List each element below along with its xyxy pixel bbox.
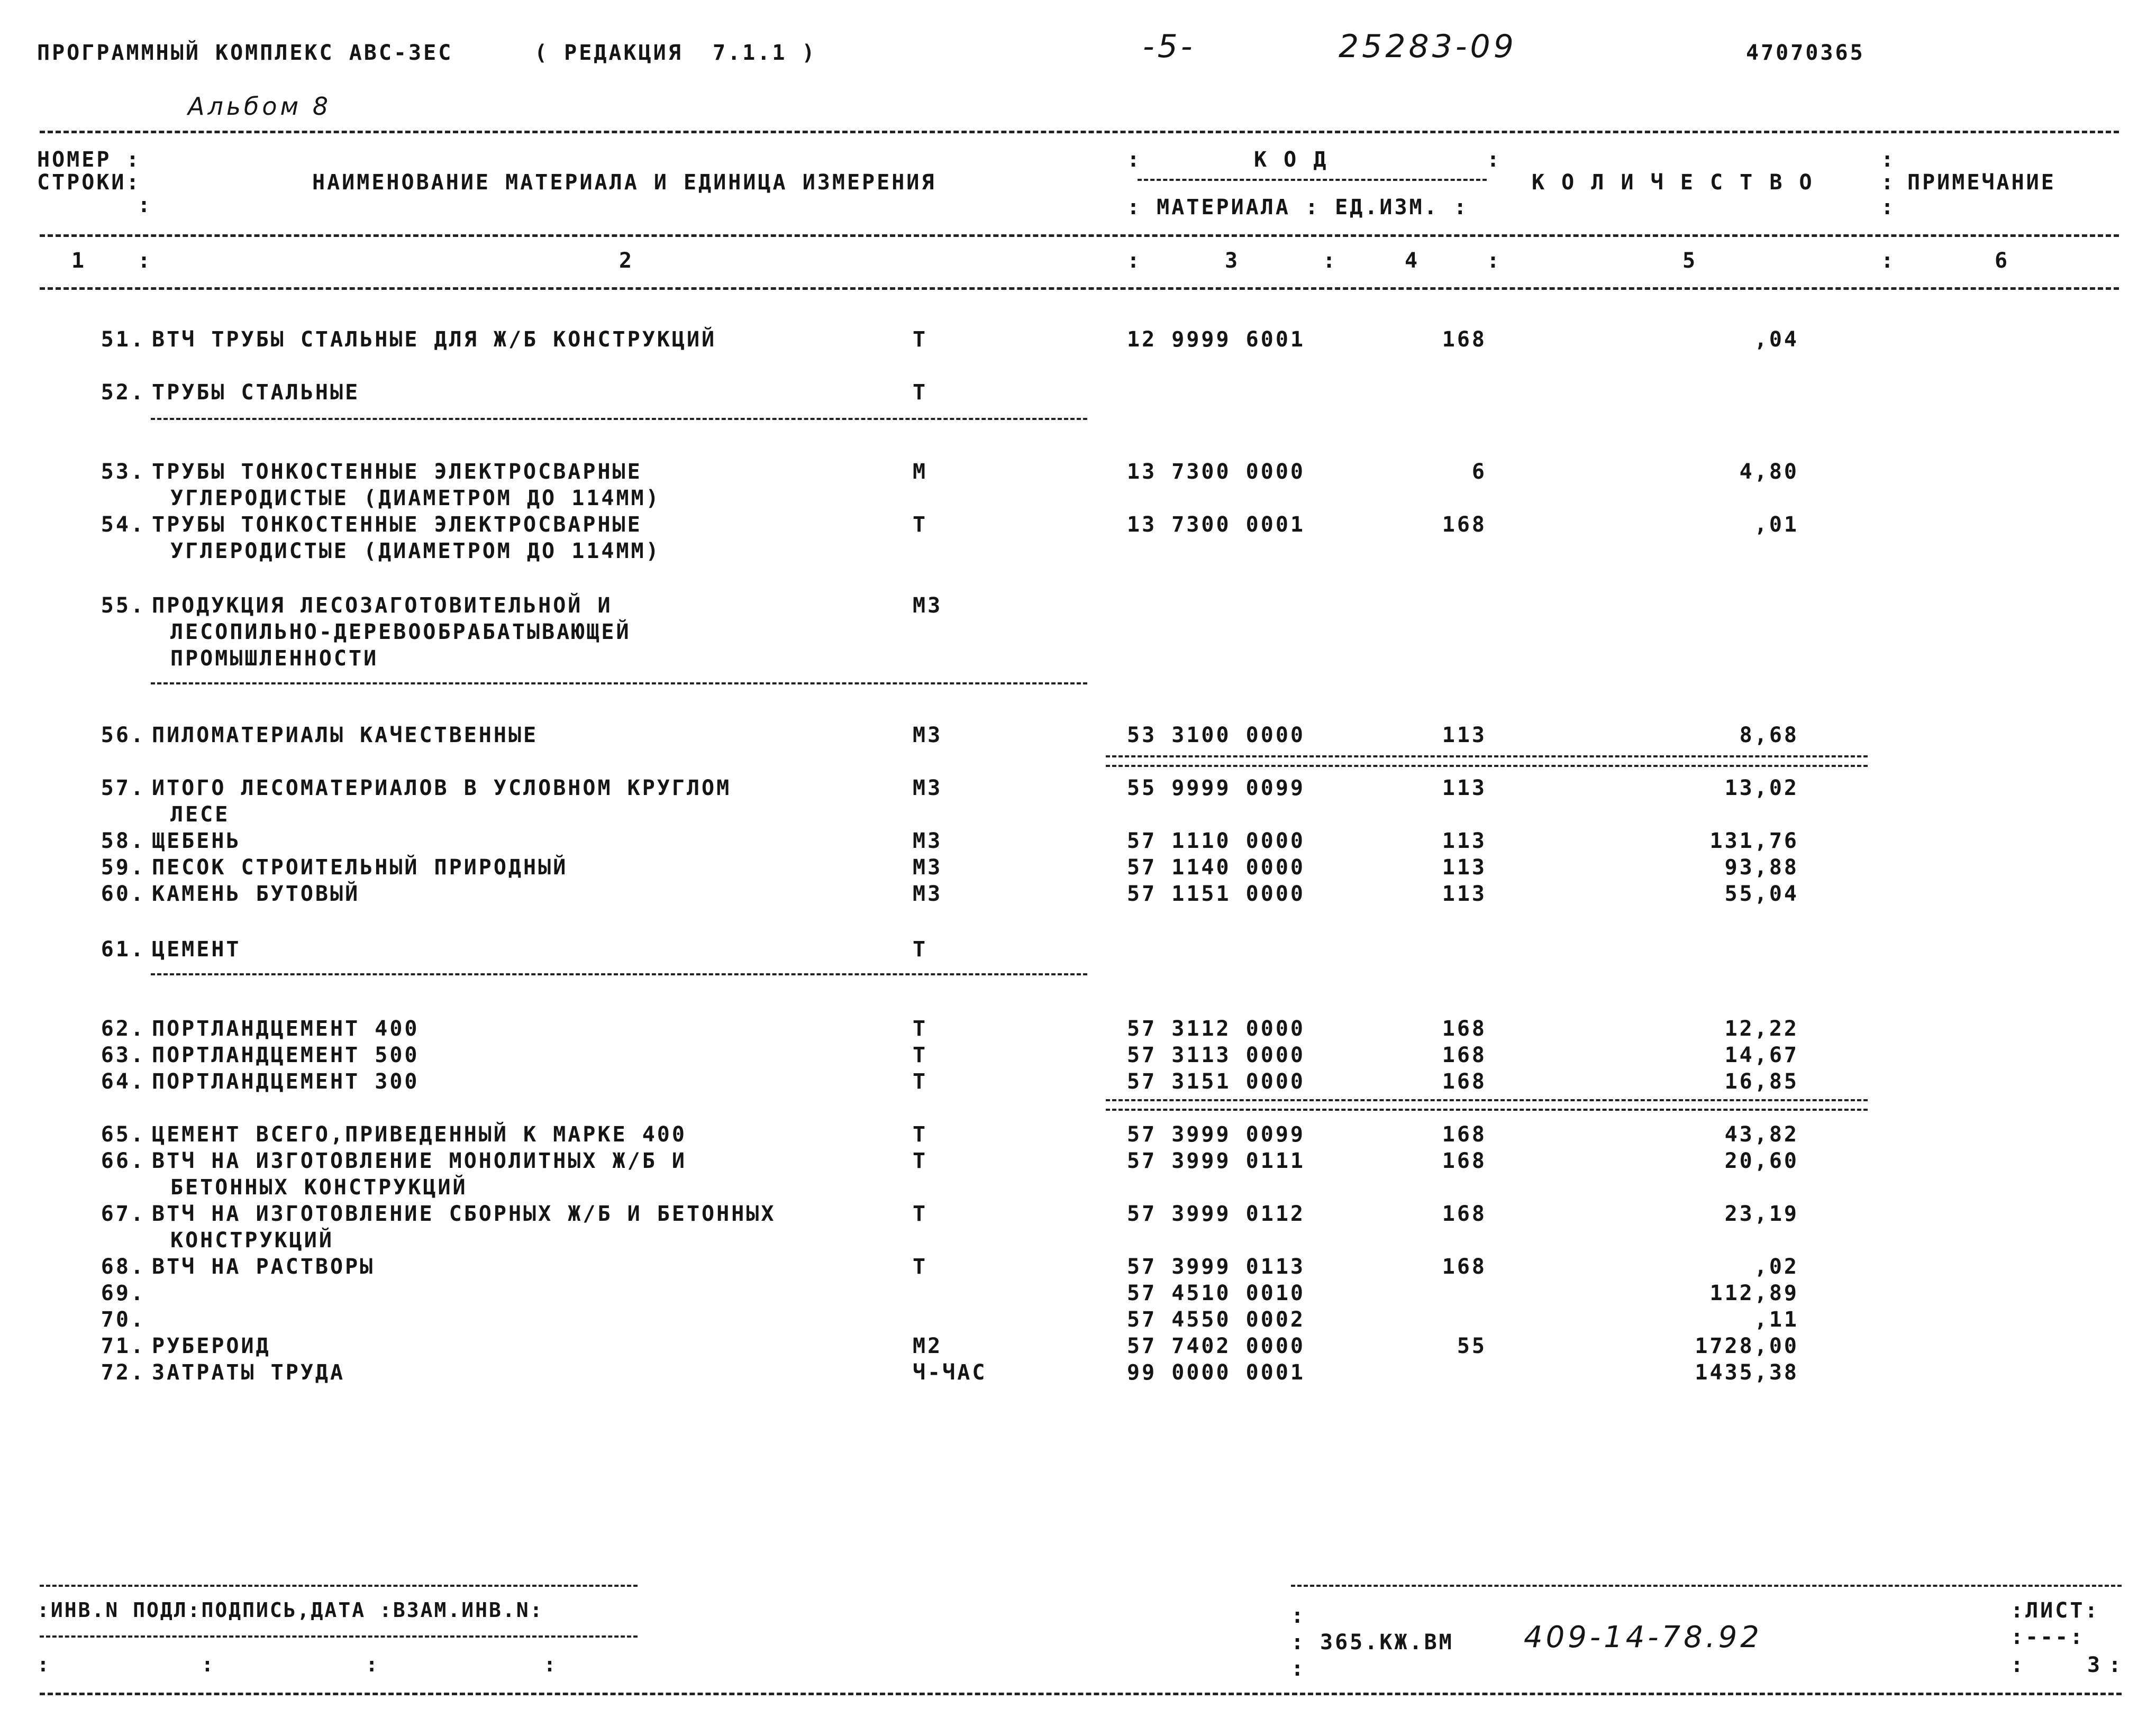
row-number: 65. [101, 1122, 145, 1147]
row-unit: Т [913, 513, 928, 537]
row-name-line: ПОРТЛАНДЦЕМЕНТ 300 [152, 1070, 420, 1094]
row-unit: М3 [913, 855, 943, 880]
row-name-line: ЗАТРАТЫ ТРУДА [152, 1360, 345, 1385]
row-unit: Т [913, 1017, 928, 1041]
row-name-line: ИТОГО ЛЕСОМАТЕРИАЛОВ В УСЛОВНОМ КРУГЛОМ [152, 776, 732, 800]
footer-right-top-rule [1291, 1585, 2122, 1587]
program-title: ПРОГРАММНЫЙ КОМПЛЕКС АВС-3ЕС [37, 41, 453, 65]
row-unit: М3 [913, 723, 943, 747]
col-header-colon: : [138, 193, 153, 217]
row-quantity: ,01 [1754, 513, 1799, 537]
row-unit-code: 168 [1442, 1255, 1487, 1279]
row-number: 67. [101, 1202, 145, 1226]
header-bottom-rule [40, 287, 2119, 290]
archive-number: 47070365 [1746, 41, 1865, 65]
row-quantity: 13,02 [1724, 776, 1799, 800]
row-name-line: ПРОМЫШЛЕННОСТИ [170, 646, 379, 671]
row-quantity: 93,88 [1724, 855, 1799, 880]
row-number: 66. [101, 1149, 145, 1173]
footer-sheet-label: :ЛИСТ: [2011, 1598, 2100, 1623]
row-name-line: УГЛЕРОДИСТЫЕ (ДИАМЕТРОМ ДО 114ММ) [170, 539, 661, 563]
row-name-line: ПОРТЛАНДЦЕМЕНТ 500 [152, 1043, 420, 1067]
row-quantity: 131,76 [1709, 829, 1799, 853]
row-name-line: ПРОДУКЦИЯ ЛЕСОЗАГОТОВИТЕЛЬНОЙ И [152, 593, 613, 618]
row-material-code: 57 4550 0002 [1127, 1308, 1305, 1332]
header-top-rule [40, 131, 2119, 133]
row-unit: Т [913, 380, 928, 405]
row-material-code: 55 9999 0099 [1127, 776, 1305, 800]
row-material-code: 57 3999 0111 [1127, 1149, 1305, 1173]
row-unit: Т [913, 327, 928, 352]
row-name-line: ПИЛОМАТЕРИАЛЫ КАЧЕСТВЕННЫЕ [152, 723, 539, 747]
row-unit: М3 [913, 882, 943, 906]
row-number: 59. [101, 855, 145, 880]
col-header-material-unit: : МАТЕРИАЛА : ЕД.ИЗМ. : [1127, 195, 1469, 220]
section-underline-timber [151, 682, 1087, 684]
row-unit-code: 113 [1442, 776, 1487, 800]
row-unit: Т [913, 1070, 928, 1094]
edition-label: ( РЕДАКЦИЯ 7.1.1 ) [534, 41, 817, 65]
row-unit-code: 113 [1442, 723, 1487, 747]
row-unit-code: 168 [1442, 1202, 1487, 1226]
row-quantity: 1435,38 [1695, 1360, 1799, 1385]
row-material-code: 57 7402 0000 [1127, 1334, 1305, 1358]
row-name-line: ЛЕСЕ [170, 802, 230, 827]
row-number: 57. [101, 776, 145, 800]
row-quantity: ,02 [1754, 1255, 1799, 1279]
row-unit: Т [913, 1122, 928, 1147]
row-name-line: ЛЕСОПИЛЬНО-ДЕРЕВООБРАБАТЫВАЮЩЕЙ [170, 620, 631, 644]
row-unit: М [913, 460, 928, 484]
row-name-line: ВТЧ ТРУБЫ СТАЛЬНЫЕ ДЛЯ Ж/Б КОНСТРУКЦИЙ [152, 327, 717, 352]
row-material-code: 57 1151 0000 [1127, 882, 1305, 906]
row-number: 60. [101, 882, 145, 906]
footer-colon: : [1291, 1630, 1306, 1655]
row-material-code: 12 9999 6001 [1127, 327, 1305, 352]
col-header-name: НАИМЕНОВАНИЕ МАТЕРИАЛА И ЕДИНИЦА ИЗМЕРЕНИЯ [312, 170, 936, 195]
col-header-code-colon-right: : [1487, 148, 1502, 172]
col-header-note-colon-1: : [1881, 148, 1896, 172]
row-name-line: ПОРТЛАНДЦЕМЕНТ 400 [152, 1017, 420, 1041]
row-unit: М2 [913, 1334, 943, 1358]
row-quantity: 14,67 [1724, 1043, 1799, 1067]
row-number: 53. [101, 460, 145, 484]
page-number-handwritten: -5- [1143, 28, 1196, 65]
footer-colon: : [1291, 1604, 1306, 1628]
col-number-1: 1 [71, 249, 87, 273]
row-quantity: 112,89 [1709, 1281, 1799, 1305]
row-name-line: КОНСТРУКЦИЙ [170, 1228, 334, 1253]
total-separator-cement [1106, 1099, 1868, 1111]
row-material-code: 57 3112 0000 [1127, 1017, 1305, 1041]
row-number: 62. [101, 1017, 145, 1041]
row-number: 52. [101, 380, 145, 405]
row-name-line: КАМЕНЬ БУТОВЫЙ [152, 882, 360, 906]
col-number-3: 3 [1225, 249, 1240, 273]
col-sep: : [1127, 249, 1142, 273]
row-unit-code: 113 [1442, 882, 1487, 906]
row-number: 63. [101, 1043, 145, 1067]
row-quantity: ,04 [1754, 327, 1799, 352]
footer-doc-code: 365.КЖ.ВМ [1320, 1630, 1454, 1655]
row-material-code: 13 7300 0001 [1127, 513, 1305, 537]
row-number: 68. [101, 1255, 145, 1279]
footer-sheet-number: 3 [2087, 1653, 2103, 1677]
col-header-row-no-2: СТРОКИ: [37, 170, 141, 195]
row-number: 64. [101, 1070, 145, 1094]
footer-sheet-colon: : [2011, 1653, 2026, 1677]
row-number: 54. [101, 513, 145, 537]
row-unit-code: 55 [1457, 1334, 1487, 1358]
row-quantity: 55,04 [1724, 882, 1799, 906]
footer-sheet-colon-r: : [2108, 1653, 2124, 1677]
row-material-code: 53 3100 0000 [1127, 723, 1305, 747]
row-name-line: ТРУБЫ ТОНКОСТЕННЫЕ ЭЛЕКТРОСВАРНЫЕ [152, 460, 642, 484]
footer-sheet-sep: :---: [2011, 1625, 2085, 1649]
row-unit: Т [913, 1255, 928, 1279]
row-unit-code: 113 [1442, 855, 1487, 880]
row-number: 58. [101, 829, 145, 853]
row-unit-code: 168 [1442, 513, 1487, 537]
row-unit-code: 168 [1442, 1070, 1487, 1094]
row-unit-code: 168 [1442, 1122, 1487, 1147]
row-name-line: БЕТОННЫХ КОНСТРУКЦИЙ [170, 1175, 468, 1200]
footer-doc-number-handwritten: 409-14-78.92 [1524, 1620, 1762, 1655]
row-number: 55. [101, 593, 145, 618]
footer-left-separators: : : : : [37, 1653, 558, 1676]
col-number-2: 2 [619, 249, 634, 273]
row-name-line: УГЛЕРОДИСТЫЕ (ДИАМЕТРОМ ДО 114ММ) [170, 486, 661, 510]
row-material-code: 57 3999 0099 [1127, 1122, 1305, 1147]
row-name-line: РУБЕРОИД [152, 1334, 271, 1358]
col-header-note-colon-3: : [1881, 195, 1896, 220]
row-name-line: ПЕСОК СТРОИТЕЛЬНЫЙ ПРИРОДНЫЙ [152, 855, 568, 880]
row-unit-code: 168 [1442, 1017, 1487, 1041]
row-unit: Т [913, 1202, 928, 1226]
row-name-line: ЩЕБЕНЬ [152, 829, 241, 853]
row-quantity: 12,22 [1724, 1017, 1799, 1041]
row-unit: Т [913, 1149, 928, 1173]
row-unit: Т [913, 1043, 928, 1067]
row-unit: М3 [913, 829, 943, 853]
col-header-quantity: К О Л И Ч Е С Т В О [1532, 170, 1814, 195]
section-underline-pipes [151, 418, 1087, 420]
row-number: 71. [101, 1334, 145, 1358]
row-name-line: ВТЧ НА ИЗГОТОВЛЕНИЕ МОНОЛИТНЫХ Ж/Б И [152, 1149, 687, 1173]
row-quantity: 8,68 [1739, 723, 1799, 747]
album-label-handwritten: Альбом 8 [188, 92, 332, 121]
row-material-code: 57 3151 0000 [1127, 1070, 1305, 1094]
code-subheader-rule [1138, 179, 1487, 181]
col-number-4: 4 [1405, 249, 1420, 273]
col-header-row-no-1: НОМЕР : [37, 148, 141, 172]
row-number: 69. [101, 1281, 145, 1305]
footer-left-header: :ИНВ.N ПОДЛ:ПОДПИСЬ,ДАТА :ВЗАМ.ИНВ.N: [37, 1598, 544, 1622]
row-number: 72. [101, 1360, 145, 1385]
row-quantity: 23,19 [1724, 1202, 1799, 1226]
row-number: 56. [101, 723, 145, 747]
footer-left-mid-rule [40, 1635, 638, 1638]
row-material-code: 99 0000 0001 [1127, 1360, 1305, 1385]
total-separator-timber [1106, 755, 1868, 767]
row-unit: Т [913, 937, 928, 962]
col-sep: : [1881, 249, 1896, 273]
col-header-note: ПРИМЕЧАНИЕ [1907, 170, 2056, 195]
row-unit-code: 168 [1442, 327, 1487, 352]
row-name-line: ВТЧ НА ИЗГОТОВЛЕНИЕ СБОРНЫХ Ж/Б И БЕТОННЫХ [152, 1202, 776, 1226]
row-material-code: 57 3113 0000 [1127, 1043, 1305, 1067]
row-unit-code: 113 [1442, 829, 1487, 853]
row-unit-code: 168 [1442, 1043, 1487, 1067]
header-mid-rule [40, 234, 2119, 237]
section-underline-cement [151, 973, 1087, 975]
col-header-note-colon-2: : [1881, 170, 1896, 195]
row-number: 61. [101, 937, 145, 962]
row-quantity: 16,85 [1724, 1070, 1799, 1094]
footer-left-top-rule [40, 1585, 638, 1587]
footer-colon: : [1291, 1657, 1306, 1681]
row-unit-code: 168 [1442, 1149, 1487, 1173]
row-material-code: 13 7300 0000 [1127, 460, 1305, 484]
col-sep: : [1487, 249, 1502, 273]
col-header-code: К О Д [1254, 148, 1329, 172]
row-quantity: ,11 [1754, 1308, 1799, 1332]
row-name-line: ЦЕМЕНТ [152, 937, 241, 962]
row-number: 70. [101, 1308, 145, 1332]
row-name-line: ВТЧ НА РАСТВОРЫ [152, 1255, 375, 1279]
col-header-code-colon-left: : [1127, 148, 1142, 172]
row-quantity: 4,80 [1739, 460, 1799, 484]
row-material-code: 57 3999 0112 [1127, 1202, 1305, 1226]
row-name-line: ТРУБЫ СТАЛЬНЫЕ [152, 380, 360, 405]
col-sep: : [1323, 249, 1338, 273]
col-sep: : [138, 249, 153, 273]
row-material-code: 57 1140 0000 [1127, 855, 1305, 880]
page-bottom-rule [40, 1693, 2122, 1695]
document-number-handwritten: 25283-09 [1339, 28, 1517, 65]
row-unit-code: 6 [1471, 460, 1487, 484]
row-material-code: 57 4510 0010 [1127, 1281, 1305, 1305]
row-material-code: 57 3999 0113 [1127, 1255, 1305, 1279]
col-number-6: 6 [1995, 249, 2010, 273]
row-quantity: 1728,00 [1695, 1334, 1799, 1358]
row-name-line: ТРУБЫ ТОНКОСТЕННЫЕ ЭЛЕКТРОСВАРНЫЕ [152, 513, 642, 537]
row-quantity: 43,82 [1724, 1122, 1799, 1147]
row-unit: М3 [913, 776, 943, 800]
row-unit: М3 [913, 593, 943, 618]
row-name-line: ЦЕМЕНТ ВСЕГО,ПРИВЕДЕННЫЙ К МАРКЕ 400 [152, 1122, 687, 1147]
row-unit: Ч-ЧАС [913, 1360, 987, 1385]
row-quantity: 20,60 [1724, 1149, 1799, 1173]
row-material-code: 57 1110 0000 [1127, 829, 1305, 853]
col-number-5: 5 [1682, 249, 1698, 273]
row-number: 51. [101, 327, 145, 352]
